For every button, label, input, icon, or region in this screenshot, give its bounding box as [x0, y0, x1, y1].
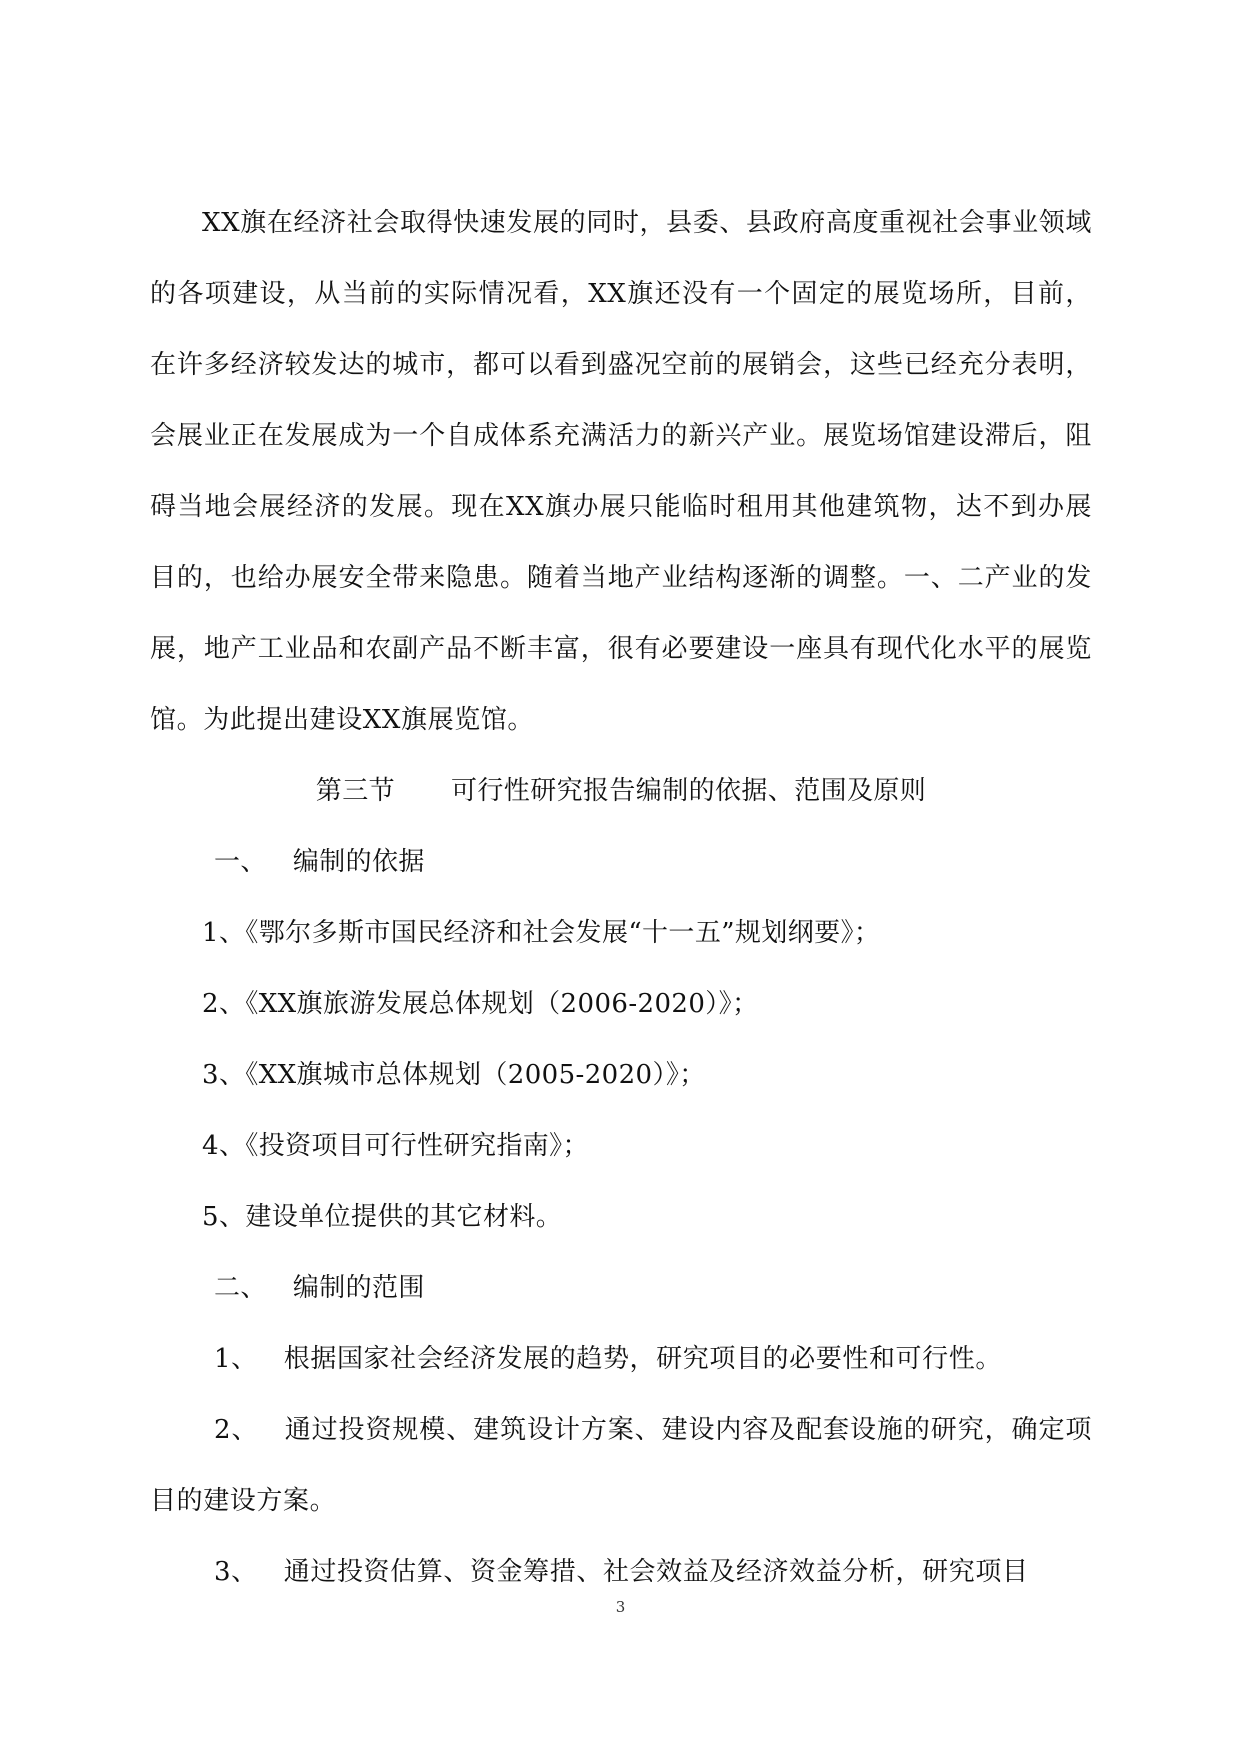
page-number: 3	[615, 1598, 626, 1616]
scope-item-2	[150, 1395, 1092, 1537]
basis-item-4: 4、《投资项目可行性研究指南》；	[202, 1131, 589, 1161]
scope-title: 编制的范围	[292, 1273, 425, 1303]
scope-item-1	[150, 1324, 1092, 1395]
basis-heading	[150, 827, 1092, 898]
basis-item-2: 2、《XX旗旅游发展总体规划（2006-2020）》；	[202, 989, 759, 1019]
basis-title: 编制的依据	[292, 847, 425, 877]
basis-item-5: 5、建设单位提供的其它材料。	[202, 1202, 563, 1232]
basis-item-1: 1、《鄂尔多斯市国民经济和社会发展“十一五”规划纲要》；	[202, 918, 881, 948]
basis-marker: 一、	[214, 847, 267, 877]
scope-item-3-text: 通过投资估算、资金筹措、社会效益及经济效益分析，研究项目	[283, 1557, 1029, 1587]
scope-item-1-number: 1、	[214, 1344, 258, 1374]
scope-item-3-number: 3、	[214, 1557, 258, 1587]
scope-item-2-text: 通过投资规模、建筑设计方案、建设内容及配套设施的研究，确定项目的建设方案。	[150, 1415, 1092, 1516]
scope-marker: 二、	[214, 1273, 267, 1303]
scope-heading	[150, 1253, 1092, 1324]
page-content	[150, 188, 1092, 1608]
section-number: 第三节	[315, 776, 395, 806]
basis-item-3: 3、《XX旗城市总体规划（2005-2020）》；	[202, 1060, 706, 1090]
section-title: 可行性研究报告编制的依据、范围及原则	[451, 776, 927, 806]
scope-item-1-text: 根据国家社会经济发展的趋势，研究项目的必要性和可行性。	[283, 1344, 1002, 1374]
intro-paragraph: XX旗在经济社会取得快速发展的同时，县委、县政府高度重视社会事业领域的各项建设，从当前的实际情况看，XX旗还没有一个固定的展览场所，目前，在许多经济较发达的城市，都可以看到盛况空前的展销会，这些已经充分表明，会展业正在发展成为一个自成体系充满活力的新兴产业。展览场馆建设滞后，阻碍当地会展经济的发展。现在XX旗办展只能临时租用其他建筑物，达不到办展目的，也给办展安全带来隐患。随着当地产业结构逐渐的调整。一、二产业的发展，地产工业品和农副产品不断丰富，很有必要建设一座具有现代化水平的展览馆。为此提出建设XX旗展览馆。	[150, 208, 1092, 735]
section-heading	[150, 756, 1092, 827]
scope-item-2-number: 2、	[214, 1415, 259, 1445]
